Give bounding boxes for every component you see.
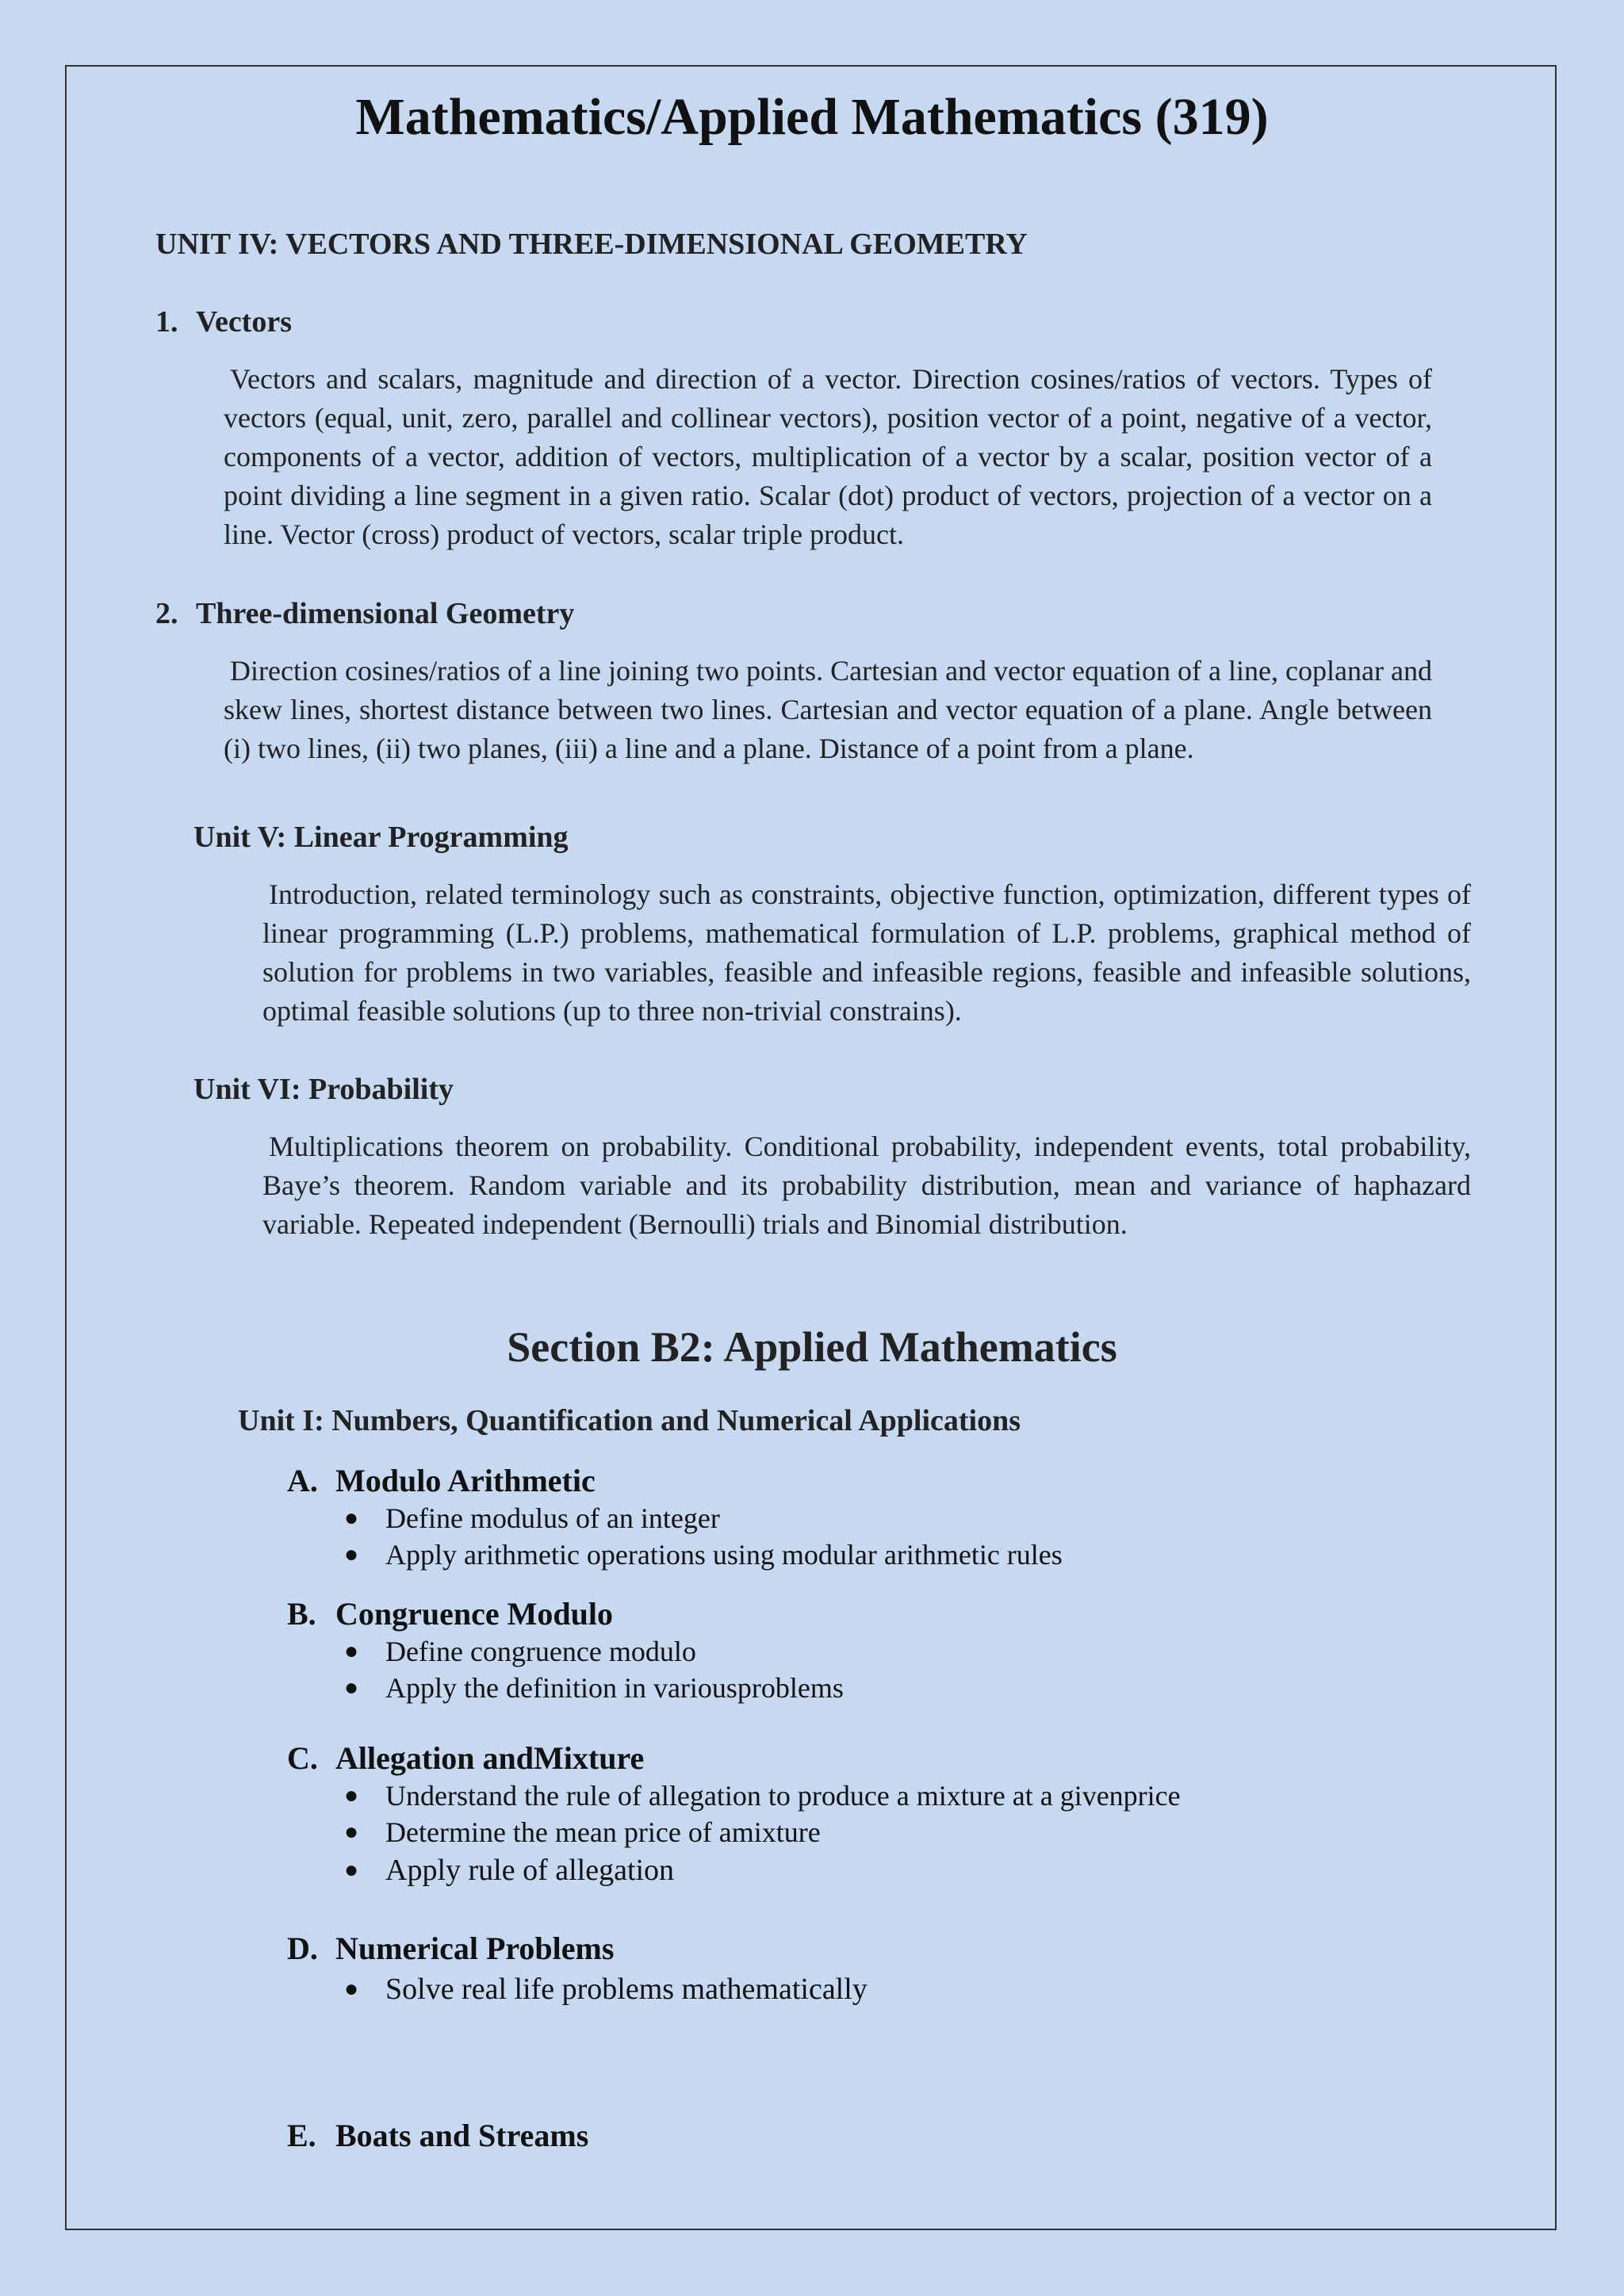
bullet-icon: ● — [344, 1976, 359, 2002]
list-item: ● Determine the mean price of amixture — [336, 1814, 1181, 1850]
list-item: ● Define modulus of an integer — [336, 1500, 1063, 1536]
list-item: ● Solve real life problems mathematically — [336, 1969, 868, 2009]
page-title: Mathematics/Applied Mathematics (319) — [355, 88, 1269, 146]
topic-title: Allegation andMixture — [335, 1740, 645, 1776]
topic-title: Modulo Arithmetic — [335, 1463, 596, 1498]
bullet-icon: ● — [344, 1857, 359, 1883]
topic-b-heading — [287, 1595, 613, 1632]
unit-v-text: Introduction, related terminology such as constraints, objective function, optimization, different types of linear programming (L.P.) problems, mathematical formulation of L.P. problems, graphical method of solution for problems in two variables, feasible and infeasible regions, feasible and infeasible solutions, optimal feasible solutions (up to three non-trivial constrains). — [262, 878, 1471, 1027]
topic-e-heading — [287, 2117, 588, 2154]
topic-letter: A. — [287, 1463, 318, 1498]
three-d-geometry-heading — [155, 596, 574, 631]
unit-v-heading: Unit V: Linear Programming — [193, 821, 569, 854]
topic-a-heading — [287, 1462, 596, 1499]
topic-a-bullets — [336, 1500, 1063, 1573]
topic-letter: E. — [287, 2118, 316, 2153]
bullet-icon: ● — [344, 1674, 359, 1701]
topic-title: Congruence Modulo — [335, 1596, 613, 1632]
item-title: Vectors — [196, 305, 292, 339]
unit-vi-text: Multiplications theorem on probability. Conditional probability, independent events, total probability, Baye’s theorem. Random variable and its probability distribution, mean and variance of haphazard variable. Repeated independent (Bernoulli) trials and Binomial distribution. — [262, 1131, 1471, 1240]
list-item: ● Understand the rule of allegation to produce a mixture at a givenprice — [336, 1777, 1181, 1814]
unit-vi-heading: Unit VI: Probability — [193, 1073, 454, 1106]
topic-letter: D. — [287, 1931, 318, 1966]
bullet-icon: ● — [344, 1638, 359, 1664]
list-item: ● Define congruence modulo — [336, 1633, 844, 1670]
bullet-icon: ● — [344, 1782, 359, 1808]
list-item: ● Apply rule of allegation — [336, 1850, 1181, 1890]
three-d-geometry-text: Direction cosines/ratios of a line joining two points. Cartesian and vector equation of a line, coplanar and skew lines, shortest distance between two lines. Cartesian and vector equation of a plane. Angle between (i) two lines, (ii) two planes, (iii) a line and a plane. Distance of a point from a plane. — [224, 655, 1432, 764]
list-item: ● Apply the definition in variousproblems — [336, 1670, 844, 1706]
bullet-icon: ● — [344, 1819, 359, 1845]
topic-d-bullets — [336, 1969, 868, 2009]
topic-title: Boats and Streams — [335, 2118, 589, 2153]
vectors-text: Vectors and scalars, magnitude and direction of a vector. Direction cosines/ratios of vectors. Types of vectors (equal, unit, zero, parallel and collinear vectors), position vector of a point, negative of a vector, components of a vector, addition of vectors, multiplication of a vector by a scalar, position vector of a point dividing a line segment in a given ratio. Scalar (dot) product of vectors, projection of a vector on a line. Vector (cross) product of vectors, scalar triple product. — [224, 363, 1432, 550]
item-number: 1. — [155, 305, 178, 339]
topic-title: Numerical Problems — [335, 1931, 615, 1966]
unit-iv-heading: UNIT IV: VECTORS AND THREE-DIMENSIONAL GEOMETRY — [155, 228, 1028, 261]
topic-letter: B. — [287, 1596, 316, 1632]
topic-b-bullets — [336, 1633, 844, 1706]
item-title: Three-dimensional Geometry — [196, 597, 575, 630]
vectors-heading — [155, 304, 292, 339]
bullet-icon: ● — [344, 1541, 359, 1567]
bullet-icon: ● — [344, 1505, 359, 1531]
b2-unit-i-heading: Unit I: Numbers, Quantification and Numerical Applications — [238, 1404, 1021, 1437]
item-number: 2. — [155, 597, 178, 630]
section-b2-title: Section B2: Applied Mathematics — [507, 1323, 1117, 1371]
topic-c-heading — [287, 1739, 644, 1777]
topic-c-bullets — [336, 1777, 1181, 1890]
topic-d-heading — [287, 1930, 614, 1967]
topic-letter: C. — [287, 1740, 318, 1776]
list-item: ● Apply arithmetic operations using modular arithmetic rules — [336, 1536, 1063, 1573]
